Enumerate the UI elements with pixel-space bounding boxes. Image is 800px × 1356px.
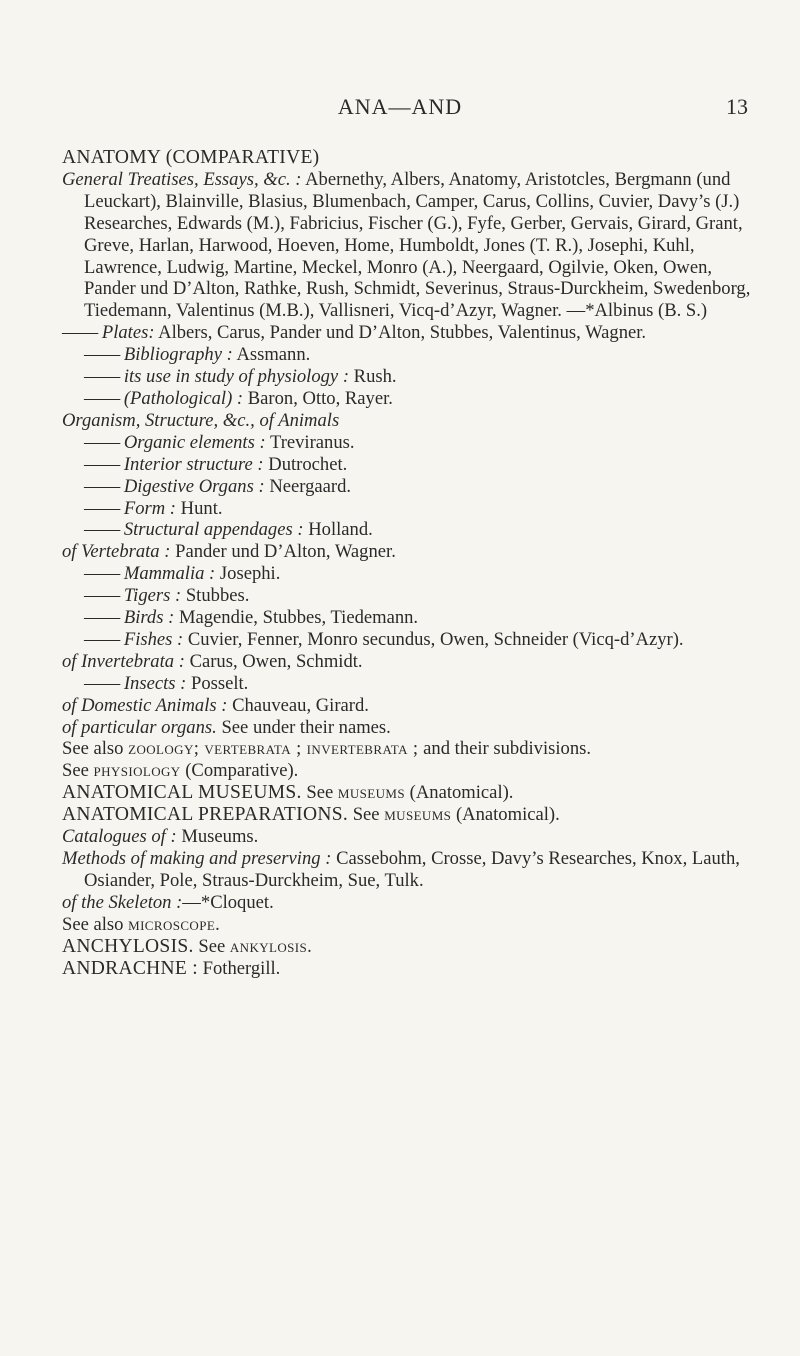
cross-reference-link[interactable]: museums bbox=[384, 804, 452, 826]
entry-headword: ANATOMICAL MUSEUMS. bbox=[62, 782, 302, 804]
subentry-label: Interior structure : bbox=[123, 453, 264, 475]
subentry-text: Museums. bbox=[181, 826, 259, 848]
subentry-label: General Treatises, Essays, &c. : bbox=[62, 168, 302, 190]
subentry-label: Organic elements : bbox=[123, 431, 266, 453]
dash-rule: —— bbox=[84, 672, 120, 694]
subentry-label: Structural appendages : bbox=[123, 519, 304, 541]
subentry-label: of the Skeleton : bbox=[62, 891, 183, 913]
page-number: 13 bbox=[726, 94, 748, 119]
subentry-fishes bbox=[62, 629, 752, 651]
subentry-insects bbox=[62, 673, 752, 695]
subentry-text: Holland. bbox=[308, 519, 373, 541]
subentry-text: Chauveau, Girard. bbox=[232, 694, 369, 716]
cross-reference-suffix: and their subdivisions. bbox=[423, 738, 592, 760]
subentry-pathological bbox=[62, 388, 752, 410]
entry-headword: ANATOMICAL PREPARATIONS. bbox=[62, 804, 349, 826]
subentry-use-in-physiology bbox=[62, 366, 752, 388]
see-label: See bbox=[62, 760, 89, 782]
subentry-label: of Invertebrata : bbox=[62, 650, 185, 672]
dash-rule: —— bbox=[84, 563, 120, 585]
subentry-tigers bbox=[62, 585, 752, 607]
subentry-skeleton bbox=[62, 892, 752, 914]
subentry-organism bbox=[62, 410, 752, 432]
subentry-label: Tigers : bbox=[123, 585, 182, 607]
entry-anatomical-museums bbox=[62, 782, 752, 804]
subentry-text: Carus, Owen, Schmidt. bbox=[189, 650, 363, 672]
subentry-interior-structure bbox=[62, 454, 752, 476]
subentry-structural-appendages bbox=[62, 519, 752, 541]
subentry-text: —*Cloquet. bbox=[182, 891, 274, 913]
subentry-label: Form : bbox=[123, 497, 177, 519]
index-column bbox=[62, 147, 752, 979]
subentry-form bbox=[62, 498, 752, 520]
subentry-birds bbox=[62, 607, 752, 629]
subentry-text: Posselt. bbox=[190, 672, 249, 694]
dash-rule: —— bbox=[84, 387, 120, 409]
subentry-digestive-organs bbox=[62, 476, 752, 498]
subentry-text: Rush. bbox=[353, 366, 397, 388]
subentry-text: See under their names. bbox=[221, 716, 391, 738]
see-label: See bbox=[198, 935, 226, 957]
dash-rule: —— bbox=[84, 628, 120, 650]
running-head-title: ANA—AND bbox=[337, 94, 463, 119]
cross-reference-link[interactable]: microscope. bbox=[128, 913, 221, 935]
subentry-text: Abernethy, Albers, Anatomy, Aristotcles, Bergmann (und Leuckart), Blainville, Blasius, Blumenbach, Camper, Carus, Collins, Cuvier, Davy’s (J.) Researches, Edwards (M.), Fabricius, Fischer (G.), Fyfe, Gerber, Gervais, Girard, Grant, Greve, Harlan, Harwood, Hoeven, Home, Humboldt, Jones (T. R.), Josephi, Kuhl, Lawrence, Ludwig, Martine, Meckel, Monro (A.), Neergaard, Ogilvie, Oken, Owen, Pander und D’Alton, Rathke, Rush, Schmidt, Severinus, Straus-Durckheim, Swedenborg, Tiedemann, Valentinus (M.B.), Vallisneri, Vicq-d’Azyr, Wagner. —*Albinus (B. S.) bbox=[84, 168, 751, 322]
entry-andrachne bbox=[62, 958, 752, 980]
subentry-label: Organism, Structure, &c., of Animals bbox=[62, 409, 340, 431]
subentry-text: Albers, Carus, Pander und D’Alton, Stubbes, Valentinus, Wagner. bbox=[158, 322, 647, 344]
entry-anatomical-preparations bbox=[62, 804, 752, 826]
subentry-text: Neergaard. bbox=[269, 475, 352, 497]
subentry-label: of Vertebrata : bbox=[62, 541, 171, 563]
subentry-text: Baron, Otto, Rayer. bbox=[247, 387, 393, 409]
entry-anchylosis bbox=[62, 936, 752, 958]
subentry-label: of particular organs. bbox=[62, 716, 217, 738]
subentry-text: Hunt. bbox=[180, 497, 223, 519]
see-label: See bbox=[306, 782, 334, 804]
dash-rule: —— bbox=[62, 322, 98, 344]
dash-rule: —— bbox=[84, 497, 120, 519]
subentry-invertebrata bbox=[62, 651, 752, 673]
cross-reference-link[interactable]: ankylosis. bbox=[229, 935, 313, 957]
subentry-label: Bibliography : bbox=[123, 344, 233, 366]
subentry-label: Methods of making and preserving : bbox=[62, 848, 332, 869]
running-head bbox=[0, 94, 800, 124]
subentry-mammalia bbox=[62, 563, 752, 585]
cross-reference-suffix: (Comparative). bbox=[185, 760, 299, 782]
subentry-bibliography bbox=[62, 344, 752, 366]
cross-reference-link[interactable]: zoology; vertebrata ; invertebrata ; bbox=[128, 738, 419, 760]
subentry-label: its use in study of physiology : bbox=[123, 366, 350, 388]
dash-rule: —— bbox=[84, 453, 120, 475]
see-also-label: See also bbox=[62, 913, 124, 935]
cross-reference-suffix: (Anatomical). bbox=[455, 804, 560, 826]
cross-reference-link[interactable]: museums bbox=[337, 782, 406, 804]
subentry-plates bbox=[62, 322, 752, 344]
subentry-text: Stubbes. bbox=[185, 585, 250, 607]
subentry-text: Dutrochet. bbox=[268, 453, 348, 475]
subentry-particular-organs bbox=[62, 717, 752, 739]
subentry-label: Insects : bbox=[123, 672, 187, 694]
subentry-text: Cassebohm, Crosse, Davy’s Researches, Knox, Lauth, Osiander, Pole, Straus-Durckheim, Sue, Tulk. bbox=[84, 848, 740, 891]
subentry-text: Fothergill. bbox=[202, 957, 281, 979]
cross-reference-suffix: (Anatomical). bbox=[409, 782, 514, 804]
entry-headword-anatomy: ANATOMY (COMPARATIVE) bbox=[62, 147, 320, 168]
subentry-label: Mammalia : bbox=[123, 563, 216, 585]
subentry-domestic-animals bbox=[62, 695, 752, 717]
dash-rule: —— bbox=[84, 431, 120, 453]
dash-rule: —— bbox=[84, 607, 120, 629]
see-label: See bbox=[352, 804, 380, 826]
subentry-catalogues bbox=[62, 826, 752, 848]
subentry-text: Magendie, Stubbes, Tiedemann. bbox=[178, 607, 419, 629]
subentry-text: Treviranus. bbox=[269, 431, 355, 453]
subentry-text: Pander und D’Alton, Wagner. bbox=[175, 541, 396, 563]
subentry-text: Josephi. bbox=[219, 563, 281, 585]
subentry-vertebrata bbox=[62, 541, 752, 563]
subentry-label: Birds : bbox=[123, 607, 175, 629]
cross-reference-link[interactable]: physiology bbox=[93, 760, 181, 782]
entry-headword: ANDRACHNE : bbox=[62, 957, 199, 979]
cross-reference-physiology bbox=[62, 760, 752, 782]
entry-headword: ANCHYLOSIS. bbox=[62, 935, 194, 957]
subentry-label: Digestive Organs : bbox=[123, 475, 265, 497]
subentry-text: Assmann. bbox=[236, 344, 311, 366]
dash-rule: —— bbox=[84, 585, 120, 607]
subentry-label: Catalogues of : bbox=[62, 826, 177, 848]
subentry-organic-elements bbox=[62, 432, 752, 454]
subentry-text: Cuvier, Fenner, Monro secundus, Owen, Schneider (Vicq-d’Azyr). bbox=[187, 628, 684, 650]
dash-rule: —— bbox=[84, 475, 120, 497]
subentry-label: of Domestic Animals : bbox=[62, 694, 228, 716]
cross-reference-microscope bbox=[62, 914, 752, 936]
subentry-label: Plates: bbox=[101, 322, 155, 344]
see-also-label: See also bbox=[62, 738, 124, 760]
dash-rule: —— bbox=[84, 344, 120, 366]
dash-rule: —— bbox=[84, 519, 120, 541]
dash-rule: —— bbox=[84, 366, 120, 388]
subentry-methods bbox=[62, 848, 752, 892]
cross-reference-zoology bbox=[62, 738, 752, 760]
subentry-label: Fishes : bbox=[123, 628, 184, 650]
subentry-label: (Pathological) : bbox=[123, 387, 244, 409]
subentry-general bbox=[62, 169, 752, 322]
